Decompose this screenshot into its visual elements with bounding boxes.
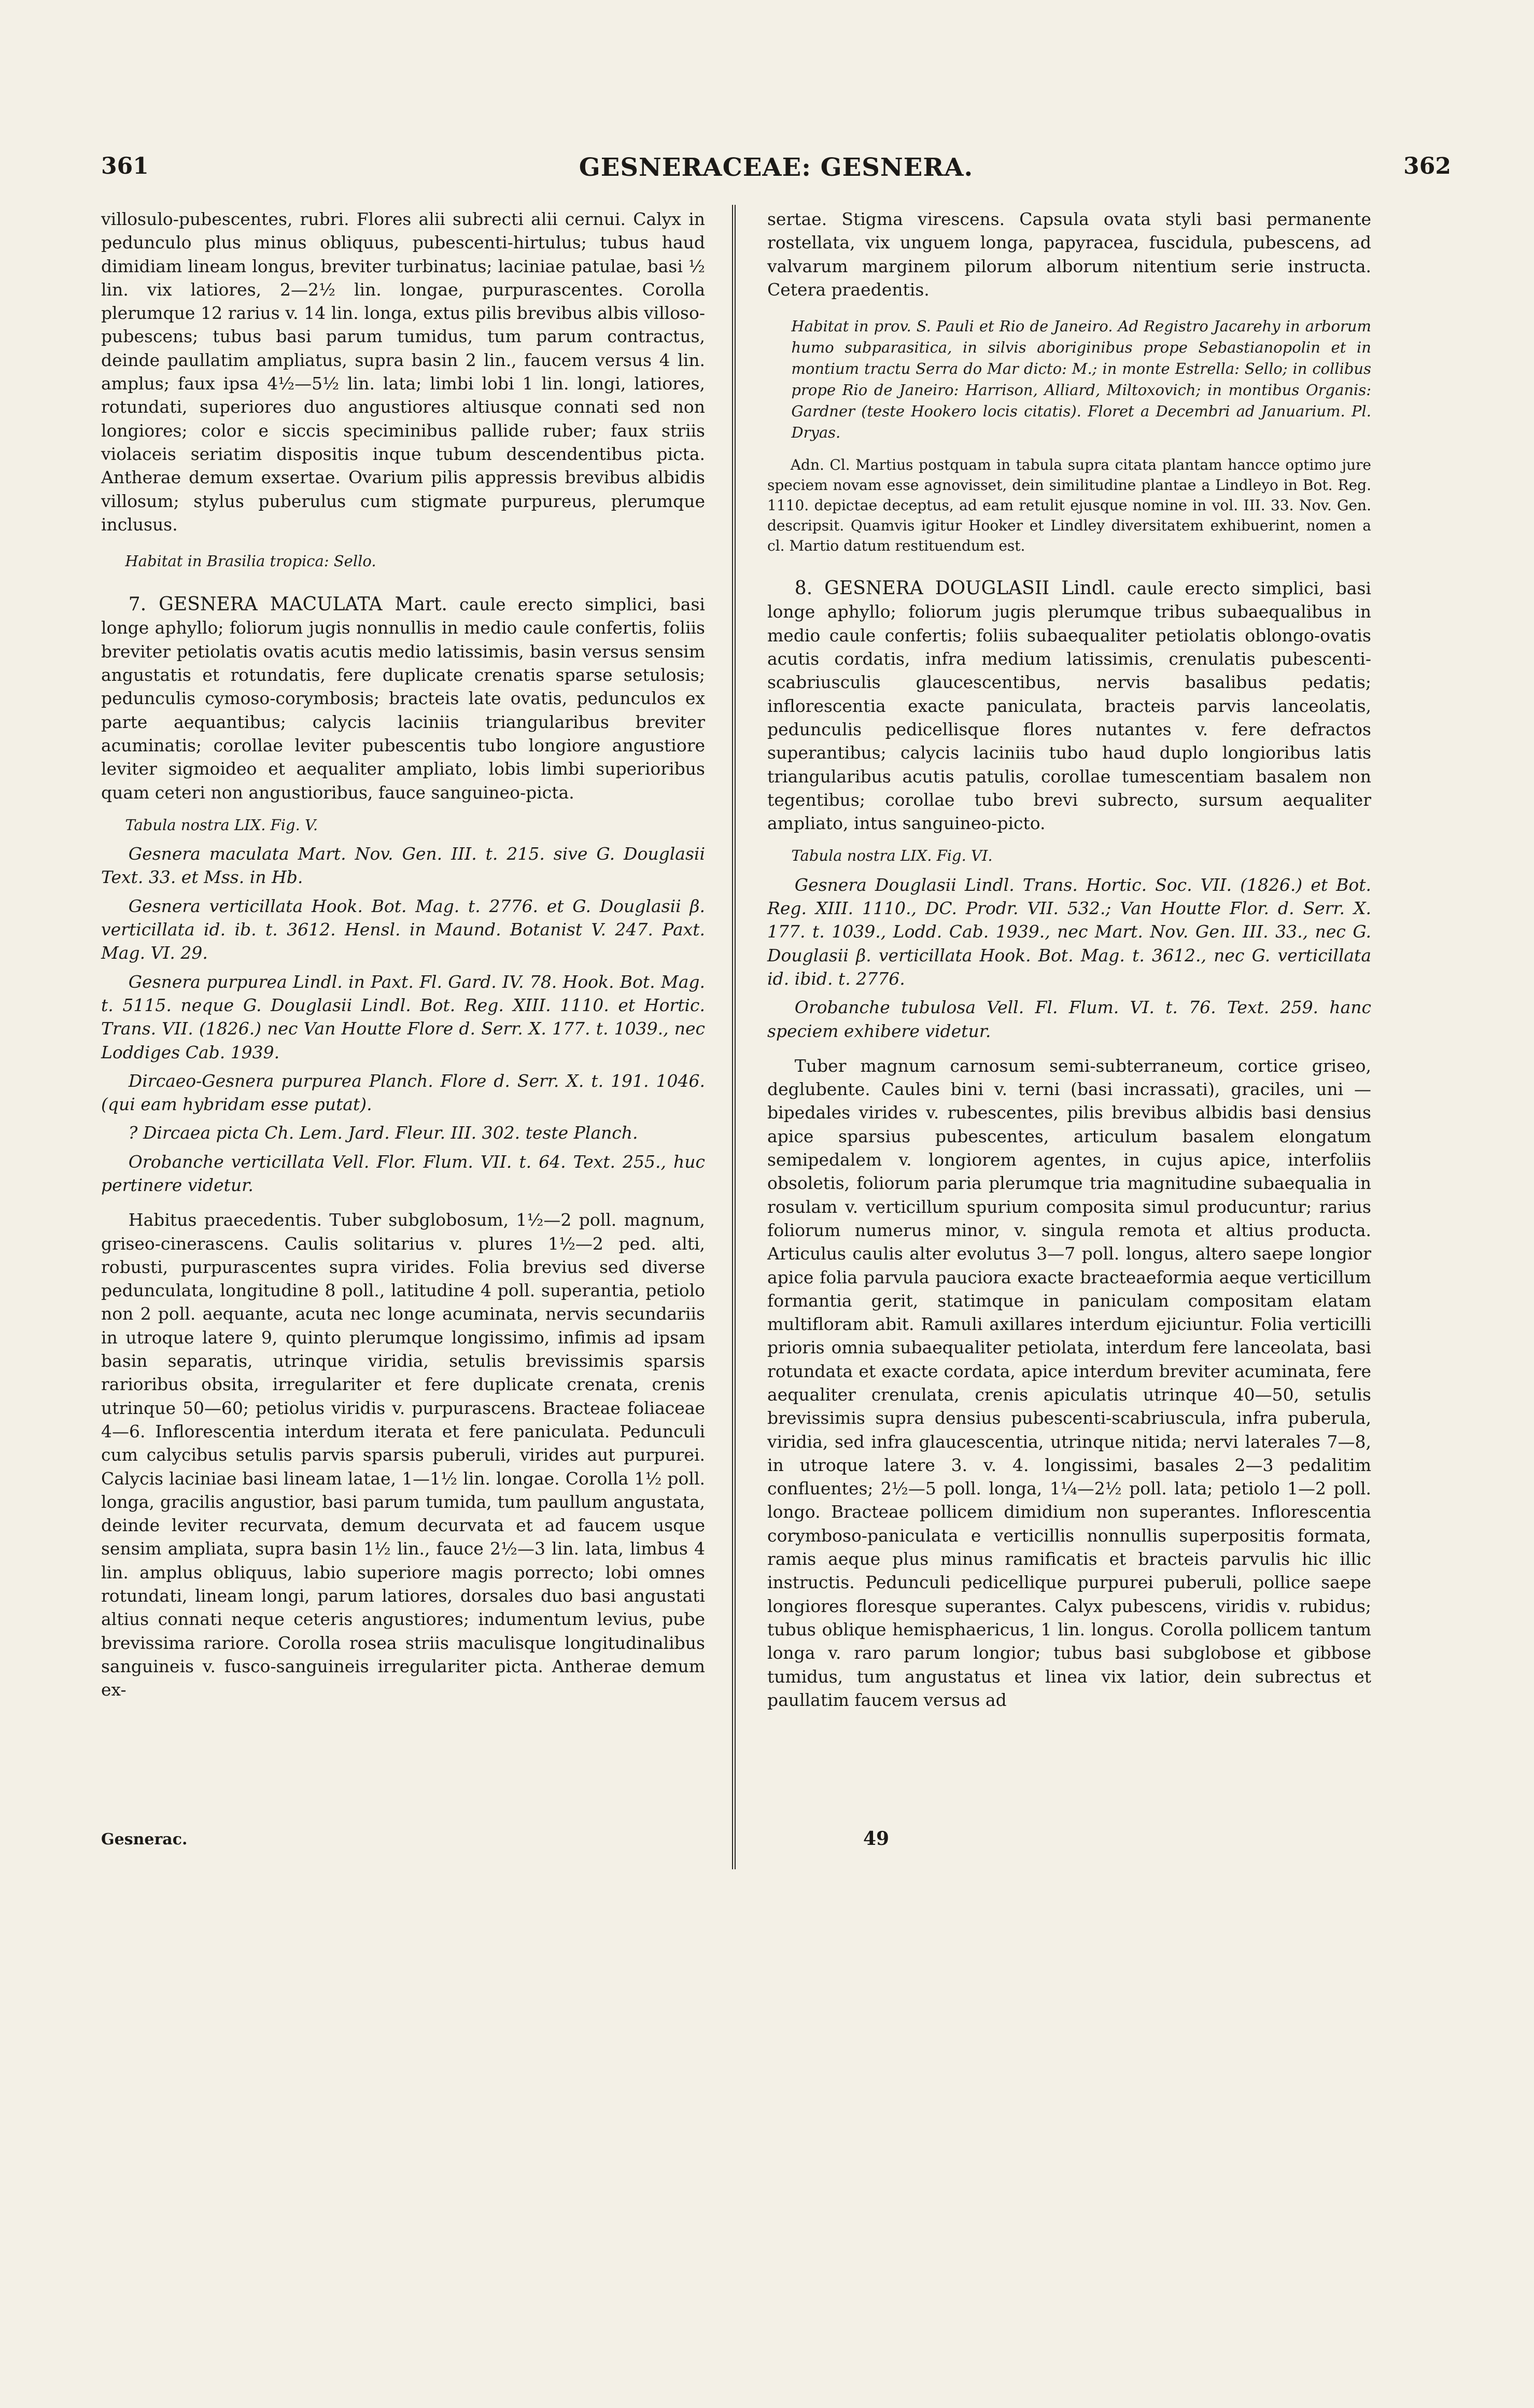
species-7-name: 7. GESNERA MACULATA Mart. <box>128 594 447 615</box>
synonym: Gesnera purpurea Lindl. in Paxt. Fl. Gard. IV. 78. Hook. Bot. Mag. t. 5115. neque G. Douglasii Lindl. Bot. Reg. XIII. 1110. et Hortic. Trans. VII. (1826.) nec Van Houtte Flore d. Serr. X. 177. t. 1039., nec Loddiges Cab. 1939. <box>101 971 705 1062</box>
habitat-note: Habitat in prov. S. Pauli et Rio de Janeiro. Ad Registro Jacarehy in arborum humo subparasitica, in silvis aboriginibus prope Sebastianopolin et in montium tractu Serra do Mar dicto: M.; in monte Estrella: Sello; in collibus prope Rio de Janeiro: Harrison, Alliard, Miltoxovich; in montibus Organis: Gardner (teste Hookero locis citatis). Floret a Decembri ad Januarium. Pl. Dryas. <box>791 317 1371 442</box>
species-7-entry <box>101 593 705 1701</box>
running-title: GESNERACEAE: GESNERA. <box>579 153 974 182</box>
synonym: Orobanche verticillata Vell. Flor. Flum. VII. t. 64. Text. 255., huc pertinere videtur. <box>101 1151 705 1195</box>
continued-description: villosulo-pubescentes, rubri. Flores alii subrecti alii cernui. Calyx in pedunculo plus minus obliquus, pubescenti-hirtulus; tubus haud dimidiam lineam longus, breviter turbinatus; laciniae patulae, basi ½ lin. vix latiores, 2—2½ lin. longae, purpurascentes. Corolla plerumque 12 rarius v. 14 lin. longa, extus pilis brevibus albis villoso-pubescens; tubus basi parum tumidus, tum parum contractus, deinde paullatim ampliatus, supra basin 2 lin., faucem versus 4 lin. amplus; faux ipsa 4½—5½ lin. lata; limbi lobi 1 lin. longi, latiores, rotundati, superiores duo angustiores altiusque connati sed non longiores; color e siccis speciminibus pallide ruber; faux striis violaceis seriatim dispositis inque tubum descendentibus picta. Antherae demum exsertae. Ovarium pilis appressis brevibus albidis villosum; stylus puberulus cum stigmate purpureus, plerumque inclusus. <box>101 209 705 535</box>
synonym: Orobanche tubulosa Vell. Fl. Flum. VI. t. 76. Text. 259. hanc speciem exhibere videtur. <box>767 997 1371 1041</box>
page-number-right: 362 <box>1403 153 1451 179</box>
synonym: Gesnera maculata Mart. Nov. Gen. III. t. 215. sive G. Douglasii Text. 33. et Mss. in Hb. <box>101 844 705 888</box>
synonym: Gesnera verticillata Hook. Bot. Mag. t. 2776. et G. Douglasii β. verticillata id. ib. t. 3612. Hensl. in Maund. Botanist V. 247. Paxt. Mag. VI. 29. <box>101 895 705 963</box>
species-8-name: 8. GESNERA DOUGLASII Lindl. <box>794 578 1116 599</box>
sheet-number: 49 <box>863 1828 890 1850</box>
species-7-plate: Tabula nostra LIX. Fig. V. <box>125 816 318 834</box>
habitat-note: Habitat in Brasilia tropica: Sello. <box>125 552 376 570</box>
species-7-description: Habitus praecedentis. Tuber subglobosum, 1½—2 poll. magnum, griseo-cinerascens. Caulis solitarius v. plures 1½—2 ped. alti, robusti, purpurascentes supra virides. Folia brevius sed diverse pedunculata, longitudine 8 poll., latitudine 4 poll. superantia, petiolo non 2 poll. aequante, acuta nec longe acuminata, nervis secundariis in utroque latere 9, quinto plerumque longissimo, infimis ad ipsam basin separatis, utrinque viridia, setulis brevissimis sparsis rarioribus obsita, irregulariter et fere duplicate crenata, crenis utrinque 50—60; petiolus viridis v. purpurascens. Bracteae foliaceae 4—6. Inflorescentia interdum iterata et fere paniculata. Pedunculi cum calycibus setulis parvis sparsis puberuli, virides aut purpurei. Calycis laciniae basi lineam latae, 1—1½ lin. longae. Corolla 1½ poll. longa, gracilis angustior, basi parum tumida, tum paullum angustata, deinde leviter recurvata, demum decurvata et ad faucem usque sensim ampliata, supra basin 1½ lin., fauce 2½—3 lin. lata, limbus 4 lin. amplus obliquus, labio superiore magis porrecto; lobi omnes rotundati, lineam longi, parum latiores, dorsales duo basi angustati altius connati neque ceteris angustiores; indumentum levius, pube brevissima rariore. Corolla rosea striis maculisque longitudinalibus sanguineis v. fusco-sanguineis irregulariter picta. Antherae demum ex- <box>101 1210 705 1700</box>
page-header <box>101 153 1451 189</box>
species-8-entry <box>767 577 1371 1712</box>
right-column <box>767 207 1371 1712</box>
synonym: Gesnera Douglasii Lindl. Trans. Hortic. Soc. VII. (1826.) et Bot. Reg. XIII. 1110., DC. Prodr. VII. 532.; Van Houtte Flor. d. Serr. X. 177. t. 1039., Lodd. Cab. 1939., nec Mart. Nov. Gen. III. 33., nec G. Douglasii β. verticillata Hook. Bot. Mag. t. 3612., nec G. verticillata id. ibid. t. 2776. <box>767 874 1371 989</box>
adnotatio-note: Adn. Cl. Martius postquam in tabula supra citata plantam hancce optimo jure speciem novam esse agnovisset, dein similitudine plantae a Lindleyo in Bot. Reg. 1110. depictae deceptus, ad eam retulit ejusque nomine in vol. III. 33. Nov. Gen. descripsit. Quamvis igitur Hooker et Lindley diversitatem exhibuerint, nomen a cl. Martio datum restituendum est. <box>767 456 1371 555</box>
column-divider <box>732 205 736 1869</box>
continued-description: sertae. Stigma virescens. Capsula ovata styli basi permanente rostellata, vix unguem longa, papyracea, fuscidula, pubescens, ad valvarum marginem pilorum alborum nitentium serie instructa. Cetera praedentis. <box>767 209 1371 300</box>
printer-signature: Gesnerac. <box>101 1830 188 1849</box>
species-8-description: Tuber magnum carnosum semi-subterraneum, cortice griseo, deglubente. Caules bini v. terni (basi incrassati), graciles, uni — bipedales virides v. rubescentes, pilis brevibus albidis basi densius apice sparsius pubescentes, articulum basalem elongatum semipedalem v. longiorem agentes, in cujus apice, interfoliis obsoletis, foliorum paria plerumque tria magnitudine subaequalia in rosulam v. verticillum spurium composita simul producuntur; rarius foliorum numerus minor, v. singula remota et altius producta. Articulus caulis alter evolutus 3—7 poll. longus, altero saepe longior apice folia parvula pauciora exacte bracteaeformia aeque verticillum formantia gerit, statimque in paniculam compositam elatam multifloram abit. Ramuli axillares interdum ejiciuntur. Folia verticilli prioris omnia subaequaliter petiolata, interdum fere lanceolata, basi rotundata et exacte cordata, apice interdum breviter acuminata, fere aequaliter crenulata, crenis apiculatis utrinque 40—50, setulis brevissimis supra densius pubescenti-scabriuscula, infra puberula, viridia, sed infra glaucescentia, utrinque nitida; nervi laterales 7—8, in utroque latere 3. v. 4. longissimi, basales 2—3 pedalitim confluentes; 2½—5 poll. longa, 1¼—2½ poll. lata; petiolo 1—2 poll. longo. Bracteae pollicem dimidium non superantes. Inflorescentia corymboso-paniculata e verticillis nonnullis superpositis formata, ramis aeque plus minus ramificatis et bracteis parvulis hic illic instructis. Pedunculi pedicellique purpurei puberuli, pollice saepe longiores floresque superantes. Calyx pubescens, viridis v. rubidus; tubus oblique hemisphaericus, 1 lin. longus. Corolla pollicem tantum longa v. raro parum longior; tubus basi subglobose et gibbose tumidus, tum angustatus et linea vix latior, dein subrectus et paullatim faucem versus ad <box>767 1055 1371 1710</box>
species-8-diagnosis: caule erecto simplici, basi longe aphyllo; foliorum jugis plerumque tribus subaequalibus in medio caule confertis; foliis subaequaliter petiolatis oblongo-ovatis acutis cordatis, infra medium latissimis, crenulatis pubescenti-scabriusculis glaucescentibus, nervis basalibus pedatis; inflorescentia exacte paniculata, bracteis parvis lanceolatis, pedunculis pedicellisque flores nutantes v. fere defractos superantibus; calycis laciniis tubo haud duplo longioribus latis triangularibus acutis patulis, corollae tumescentiam basalem non tegentibus; corollae tubo brevi subrecto, sursum aequaliter ampliato, intus sanguineo-picto. <box>767 578 1371 834</box>
synonym: Dircaeo-Gesnera purpurea Planch. Flore d. Serr. X. t. 191. 1046. (qui eam hybridam esse putat). <box>101 1070 705 1115</box>
species-8-plate: Tabula nostra LIX. Fig. VI. <box>791 847 993 865</box>
synonym: ? Dircaea picta Ch. Lem. Jard. Fleur. III. 302. teste Planch. <box>128 1123 638 1143</box>
species-7-diagnosis: caule erecto simplici, basi longe aphyllo; foliorum jugis nonnullis in medio caule confertis, foliis breviter petiolatis ovatis acutis medio latissimis, basin versus sensim angustatis et rotundatis, fere duplicate crenatis sparse setulosis; pedunculis cymoso-corymbosis; bracteis late ovatis, pedunculos ex parte aequantibus; calycis laciniis triangularibus breviter acuminatis; corollae leviter pubescentis tubo longiore angustiore leviter sigmoideo et aequaliter ampliato, lobis limbi superioribus quam ceteri non angustioribus, fauce sanguineo-picta. <box>101 594 705 803</box>
page-number-left: 361 <box>101 153 149 179</box>
left-column <box>101 207 705 1702</box>
